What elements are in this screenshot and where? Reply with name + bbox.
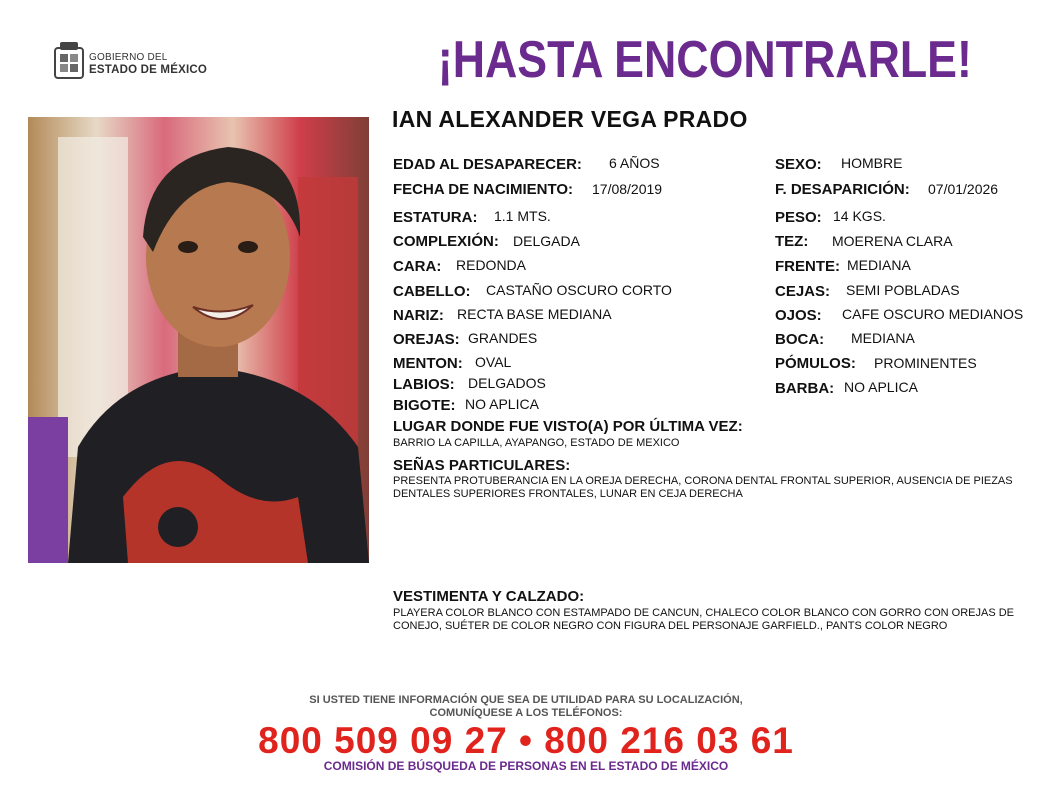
- value-tez: MOERENA CLARA: [832, 233, 953, 249]
- label-bigote: BIGOTE:: [393, 397, 456, 414]
- value-labios: DELGADOS: [468, 375, 546, 391]
- label-fecha-nacimiento: FECHA DE NACIMIENTO:: [393, 181, 573, 198]
- value-nariz: RECTA BASE MEDIANA: [457, 306, 612, 322]
- value-bigote: NO APLICA: [465, 396, 539, 412]
- marks-line2: DENTALES SUPERIORES FRONTALES, LUNAR EN CEJA DERECHA: [393, 488, 743, 500]
- contact-note-line2: COMUNÍQUESE A LOS TELÉFONOS:: [429, 707, 623, 719]
- label-clothing: VESTIMENTA Y CALZADO:: [393, 588, 585, 605]
- gobierno-logo: [52, 40, 222, 84]
- person-name: IAN ALEXANDER VEGA PRADO: [392, 106, 748, 132]
- label-edad: EDAD AL DESAPARECER:: [393, 156, 582, 173]
- label-labios: LABIOS:: [393, 376, 455, 393]
- value-pomulos: PROMINENTES: [874, 355, 977, 371]
- value-f-desaparicion: 07/01/2026: [928, 181, 999, 197]
- value-fecha-nacimiento: 17/08/2019: [592, 181, 663, 197]
- label-estatura: ESTATURA:: [393, 209, 478, 226]
- clothing-line2: CONEJO, SUÉTER DE COLOR NEGRO CON FIGURA DEL PERSONAJE GARFIELD., PANTS COLOR NEGRO: [393, 620, 948, 632]
- label-sexo: SEXO:: [775, 156, 822, 173]
- value-last-seen: BARRIO LA CAPILLA, AYAPANGO, ESTADO DE MEXICO: [393, 437, 680, 449]
- headline: ¡HASTA ENCONTRARLE!: [437, 31, 972, 89]
- value-ojos: CAFE OSCURO MEDIANOS: [842, 306, 1024, 322]
- value-barba: NO APLICA: [844, 379, 918, 395]
- label-ojos: OJOS:: [775, 307, 822, 324]
- label-menton: MENTON:: [393, 355, 463, 372]
- label-peso: PESO:: [775, 209, 822, 226]
- label-particular-marks: SEÑAS PARTICULARES:: [393, 457, 571, 474]
- label-pomulos: PÓMULOS:: [775, 355, 856, 372]
- label-f-desaparicion: F. DESAPARICIÓN:: [775, 181, 910, 198]
- label-nariz: NARIZ:: [393, 307, 444, 324]
- phone-numbers: 800 509 09 27 • 800 216 03 61: [258, 720, 794, 761]
- value-menton: OVAL: [475, 354, 512, 370]
- contact-note: [200, 694, 852, 720]
- label-boca: BOCA:: [775, 331, 825, 348]
- label-orejas: OREJAS:: [393, 331, 460, 348]
- label-tez: TEZ:: [775, 233, 809, 250]
- logo-line1: GOBIERNO DEL: [89, 52, 168, 63]
- label-cejas: CEJAS:: [775, 283, 831, 300]
- value-boca: MEDIANA: [851, 330, 915, 346]
- value-frente: MEDIANA: [847, 257, 911, 273]
- label-complexion: COMPLEXIÓN:: [393, 233, 499, 250]
- value-edad: 6 AÑOS: [609, 155, 660, 171]
- value-orejas: GRANDES: [468, 330, 538, 346]
- contact-note-line1: SI USTED TIENE INFORMACIÓN QUE SEA DE UTILIDAD PARA SU LOCALIZACIÓN,: [309, 694, 743, 706]
- value-estatura: 1.1 MTS.: [494, 208, 551, 224]
- label-frente: FRENTE:: [775, 258, 840, 275]
- label-cara: CARA:: [393, 258, 442, 275]
- value-peso: 14 KGS.: [833, 208, 886, 224]
- label-last-seen: LUGAR DONDE FUE VISTO(A) POR ÚLTIMA VEZ:: [393, 418, 743, 435]
- label-cabello: CABELLO:: [393, 283, 471, 300]
- value-complexion: DELGADA: [513, 233, 580, 249]
- value-sexo: HOMBRE: [841, 155, 903, 171]
- clothing-line1: PLAYERA COLOR BLANCO CON ESTAMPADO DE CANCUN, CHALECO COLOR BLANCO CON GORRO CON OREJAS DE: [393, 607, 1015, 619]
- marks-line1: PRESENTA PROTUBERANCIA EN LA OREJA DERECHA, CORONA DENTAL FRONTAL SUPERIOR, AUSENCIA DE PIEZAS: [393, 475, 1013, 487]
- missing-person-photo: [28, 117, 369, 563]
- logo-line2: ESTADO DE MÉXICO: [89, 64, 207, 76]
- value-cejas: SEMI POBLADAS: [846, 282, 960, 298]
- value-cara: REDONDA: [456, 257, 527, 273]
- state-seal-icon: [52, 40, 86, 80]
- label-barba: BARBA:: [775, 380, 835, 397]
- value-cabello: CASTAÑO OSCURO CORTO: [486, 282, 672, 298]
- commission-name: COMISIÓN DE BÚSQUEDA DE PERSONAS EN EL ESTADO DE MÉXICO: [323, 759, 729, 773]
